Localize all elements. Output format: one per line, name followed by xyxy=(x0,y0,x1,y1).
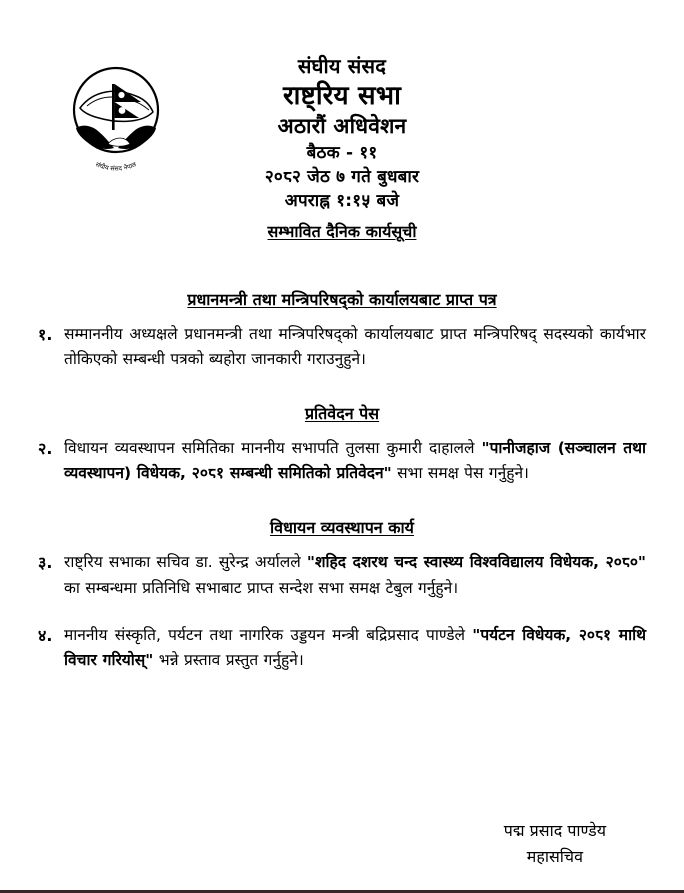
agenda-text-tail: का सम्बन्धमा प्रतिनिधि सभाबाट प्राप्त सन्देश सभा समक्ष टेबुल गर्नुहुने। xyxy=(64,578,459,597)
spacer xyxy=(0,384,684,402)
spacer xyxy=(0,498,684,516)
agenda-item xyxy=(38,623,646,685)
header-time: अपराह्न १:१५ बजे xyxy=(284,191,400,211)
agenda-item-number: ४. xyxy=(38,625,53,645)
header-house: राष्ट्रिय सभा xyxy=(282,81,402,111)
agenda-item-text xyxy=(64,550,646,600)
section-heading-3 xyxy=(0,516,684,538)
section-heading-2-label: प्रतिवेदन पेस xyxy=(304,404,380,424)
agenda-text-tail: सभा समक्ष पेस गर्नुहुने। xyxy=(391,464,529,483)
agenda-item-text xyxy=(64,322,646,372)
agenda-item-number: ३. xyxy=(38,553,53,573)
agenda-item xyxy=(38,322,646,384)
agenda-item-number: २. xyxy=(38,439,53,459)
agenda-item-number: १. xyxy=(38,325,53,344)
agenda-item-text xyxy=(64,623,646,673)
agenda-body xyxy=(0,288,684,685)
header-sitting-no: बैठक - ११ xyxy=(306,143,378,163)
agenda-text-tail: भन्ने प्रस्ताव प्रस्तुत गर्नुहुने। xyxy=(153,650,304,669)
agenda-text-emphasis: "शहिद दशरथ चन्द स्वास्थ्य विश्वविद्यालय विधेयक, २०८०" xyxy=(306,553,647,572)
section-heading-3-label: विधायन व्यवस्थापन कार्य xyxy=(270,518,414,538)
section-heading-1-label: प्रधानमन्त्री तथा मन्त्रिपरिषद्को कार्यालयबाट प्राप्त पत्र xyxy=(187,290,497,309)
agenda-text-lead: विधायन व्यवस्थापन समितिका माननीय सभापति तुलसा कुमारी दाहालले xyxy=(64,439,482,458)
agenda-text-emphasis: "पानीजहाज (सञ्चालन तथा व्यवस्थापन) विधेयक, २०८१ सम्बन्धी समितिको प्रतिवेदन" xyxy=(64,439,646,483)
signatory-name: पद्म प्रसाद पाण्डेय xyxy=(503,821,606,840)
agenda-text-lead: माननीय संस्कृति, पर्यटन तथा नागरिक उड्डयन मन्त्री बद्रिप्रसाद पाण्डेले xyxy=(64,625,473,644)
signature-block xyxy=(504,818,606,869)
document-header xyxy=(0,56,684,240)
section-heading-1 xyxy=(0,288,684,310)
emblem-caption: संघीय संसद नेपाल xyxy=(94,160,138,173)
agenda-item-text xyxy=(64,436,646,486)
page-title: सम्भावित दैनिक कार्यसूची xyxy=(267,222,417,241)
agenda-item xyxy=(38,550,646,612)
signatory-role: महासचिव xyxy=(526,846,583,866)
agenda-text-lead: सम्माननीय अध्यक्षले प्रधानमन्त्री तथा मन्त्रिपरिषद्को कार्यालयबाट प्राप्त मन्त्रिपरिषद् सदस्यको कार्यभार तोकिएको सम्बन्धी पत्रको ब्यहोरा जानकारी गराउनुहुने। xyxy=(64,325,646,369)
agenda-text-lead: राष्ट्रिय सभाका सचिव डा. सुरेन्द्र अर्यालले xyxy=(64,553,307,572)
agenda-text-emphasis: "पर्यटन विधेयक, २०८१ माथि विचार गरियोस्" xyxy=(64,625,646,669)
header-date: २०८२ जेठ ७ गते बुधबार xyxy=(264,167,420,187)
agenda-item xyxy=(38,436,646,498)
page-title-wrap xyxy=(0,224,684,240)
section-heading-2 xyxy=(0,402,684,424)
header-session: अठारौं अधिवेशन xyxy=(277,114,407,138)
header-organization: संघीय संसद xyxy=(297,54,387,78)
spacer xyxy=(0,613,684,623)
